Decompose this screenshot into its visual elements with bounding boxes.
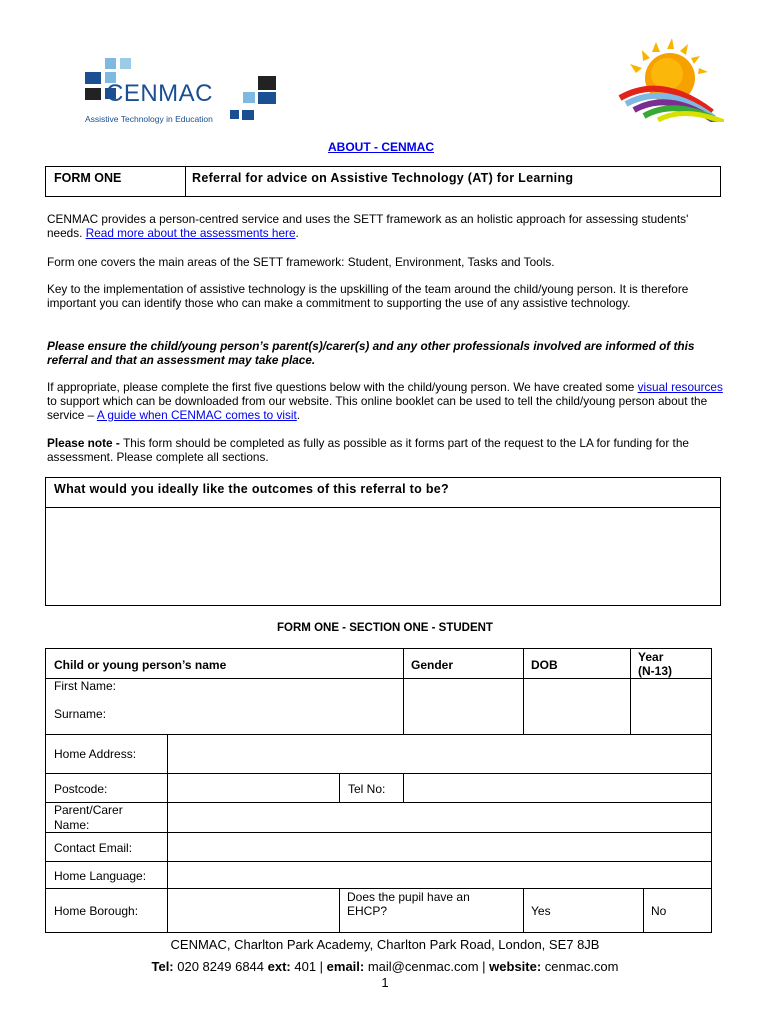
logo-square (85, 72, 101, 84)
home-borough-label-cell (45, 888, 168, 933)
intro-paragraph-5: If appropriate, please complete the first five questions below with the child/young person. We have created some visual resources to support which can be downloaded from our website. This online booklet can be used to tell the child/young person about the service – A guide when CENMAC comes to visit. (47, 380, 723, 422)
home-borough-field[interactable] (167, 888, 340, 933)
logo-tagline: Assistive Technology in Education (85, 114, 213, 124)
footer-address: CENMAC, Charlton Park Academy, Charlton Park Road, London, SE7 8JB (170, 937, 600, 952)
home-borough-label: Home Borough: (54, 904, 139, 918)
outcome-question: What would you ideally like the outcomes of this referral to be? (46, 478, 720, 508)
logo-square (105, 58, 116, 69)
intro-paragraph-3: Key to the implementation of assistive technology is the upskilling of the team around the child/young person. It is therefore important you can identify those who can make a commitment to supporting the use of any assistive technology. (47, 282, 689, 310)
year-input-cell[interactable] (630, 678, 712, 735)
home-language-label-cell (45, 861, 168, 889)
logo-square (242, 110, 254, 120)
year-header-cell (630, 648, 712, 679)
ehcp-yes-label: Yes (531, 904, 551, 918)
home-address-label: Home Address: (54, 747, 137, 761)
logo-wordmark: CENMAC (106, 80, 214, 107)
name-input-cell[interactable] (45, 678, 404, 735)
intro-paragraph-2: Form one covers the main areas of the SETT framework: Student, Environment, Tasks and Tools. (47, 255, 555, 269)
name-header: Child or young person’s name (54, 658, 227, 672)
form-title: Referral for advice on Assistive Technology (AT) for Learning (192, 171, 574, 185)
parent-carer-label-line1: Parent/Carer (54, 803, 123, 817)
year-header-line1: Year (638, 650, 664, 664)
contact-email-field[interactable] (167, 832, 712, 862)
outcome-box (45, 477, 721, 606)
logo-square (258, 92, 276, 104)
gender-header-cell (403, 648, 524, 679)
dob-header: DOB (531, 658, 558, 672)
form-label: FORM ONE (46, 167, 186, 196)
name-header-cell (45, 648, 404, 679)
ehcp-no-option[interactable] (643, 888, 712, 933)
visual-resources-link[interactable]: visual resources (637, 380, 723, 394)
intro-paragraph-1: CENMAC provides a person-centred service and uses the SETT framework as an holistic approach for assessing students' needs. Read more about the assessments here. (47, 212, 689, 240)
dob-input-cell[interactable] (523, 678, 631, 735)
dob-header-cell (523, 648, 631, 679)
gender-header: Gender (411, 658, 454, 672)
logo-square (120, 58, 131, 69)
postcode-label-cell (45, 773, 168, 803)
outcome-answer-field[interactable] (46, 508, 720, 605)
student-details-table (45, 648, 712, 933)
logo-square (230, 110, 239, 119)
surname-label: Surname: (54, 707, 107, 721)
home-language-label: Home Language: (54, 869, 147, 883)
ehcp-question-line2: EHCP? (347, 904, 388, 918)
home-address-field[interactable] (167, 734, 712, 774)
home-language-field[interactable] (167, 861, 712, 889)
parent-carer-label-line2: Name: (54, 818, 90, 832)
section-one-title: FORM ONE - SECTION ONE - STUDENT (277, 622, 493, 634)
cenmac-logo (58, 40, 320, 140)
ehcp-question-line1: Does the pupil have an (347, 890, 470, 904)
intro-paragraph-6: Please note - This form should be completed as fully as possible as it forms part of the request to the LA for funding for the assessment. Please complete all sections. (47, 436, 689, 464)
first-name-label: First Name: (54, 679, 117, 693)
postcode-label: Postcode: (54, 782, 108, 796)
ehcp-no-label: No (651, 904, 667, 918)
tel-no-field[interactable] (403, 773, 712, 803)
gender-input-cell[interactable] (403, 678, 524, 735)
tel-label-cell (339, 773, 404, 803)
home-address-label-cell (45, 734, 168, 774)
parent-carer-field[interactable] (167, 802, 712, 833)
page-number: 1 (381, 975, 389, 990)
assessments-link[interactable]: Read more about the assessments here (85, 226, 296, 240)
intro-paragraph-4: Please ensure the child/young person’s parent(s)/carer(s) and any other professionals involved are informed of this referral and that an assessment may take place. (47, 339, 695, 367)
logo-square (258, 76, 276, 90)
contact-email-label: Contact Email: (54, 841, 133, 855)
about-cenmac-link[interactable]: ABOUT - CENMAC (328, 140, 434, 154)
logo-square (243, 92, 255, 103)
ehcp-yes-option[interactable] (523, 888, 644, 933)
sun-rainbow-logo (612, 38, 724, 122)
contact-email-label-cell (45, 832, 168, 862)
tel-no-label: Tel No: (348, 782, 386, 796)
logo-square (85, 88, 101, 100)
form-header-table (45, 166, 721, 197)
year-header-line2: (N-13) (638, 664, 673, 678)
ehcp-question-cell (339, 888, 524, 933)
cenmac-guide-link[interactable]: A guide when CENMAC comes to visit (96, 408, 297, 422)
footer-contact: Tel: 020 8249 6844 ext: 401 | email: mail@cenmac.com | website: cenmac.com (151, 959, 619, 974)
parent-carer-label-cell (45, 802, 168, 833)
postcode-field[interactable] (167, 773, 340, 803)
